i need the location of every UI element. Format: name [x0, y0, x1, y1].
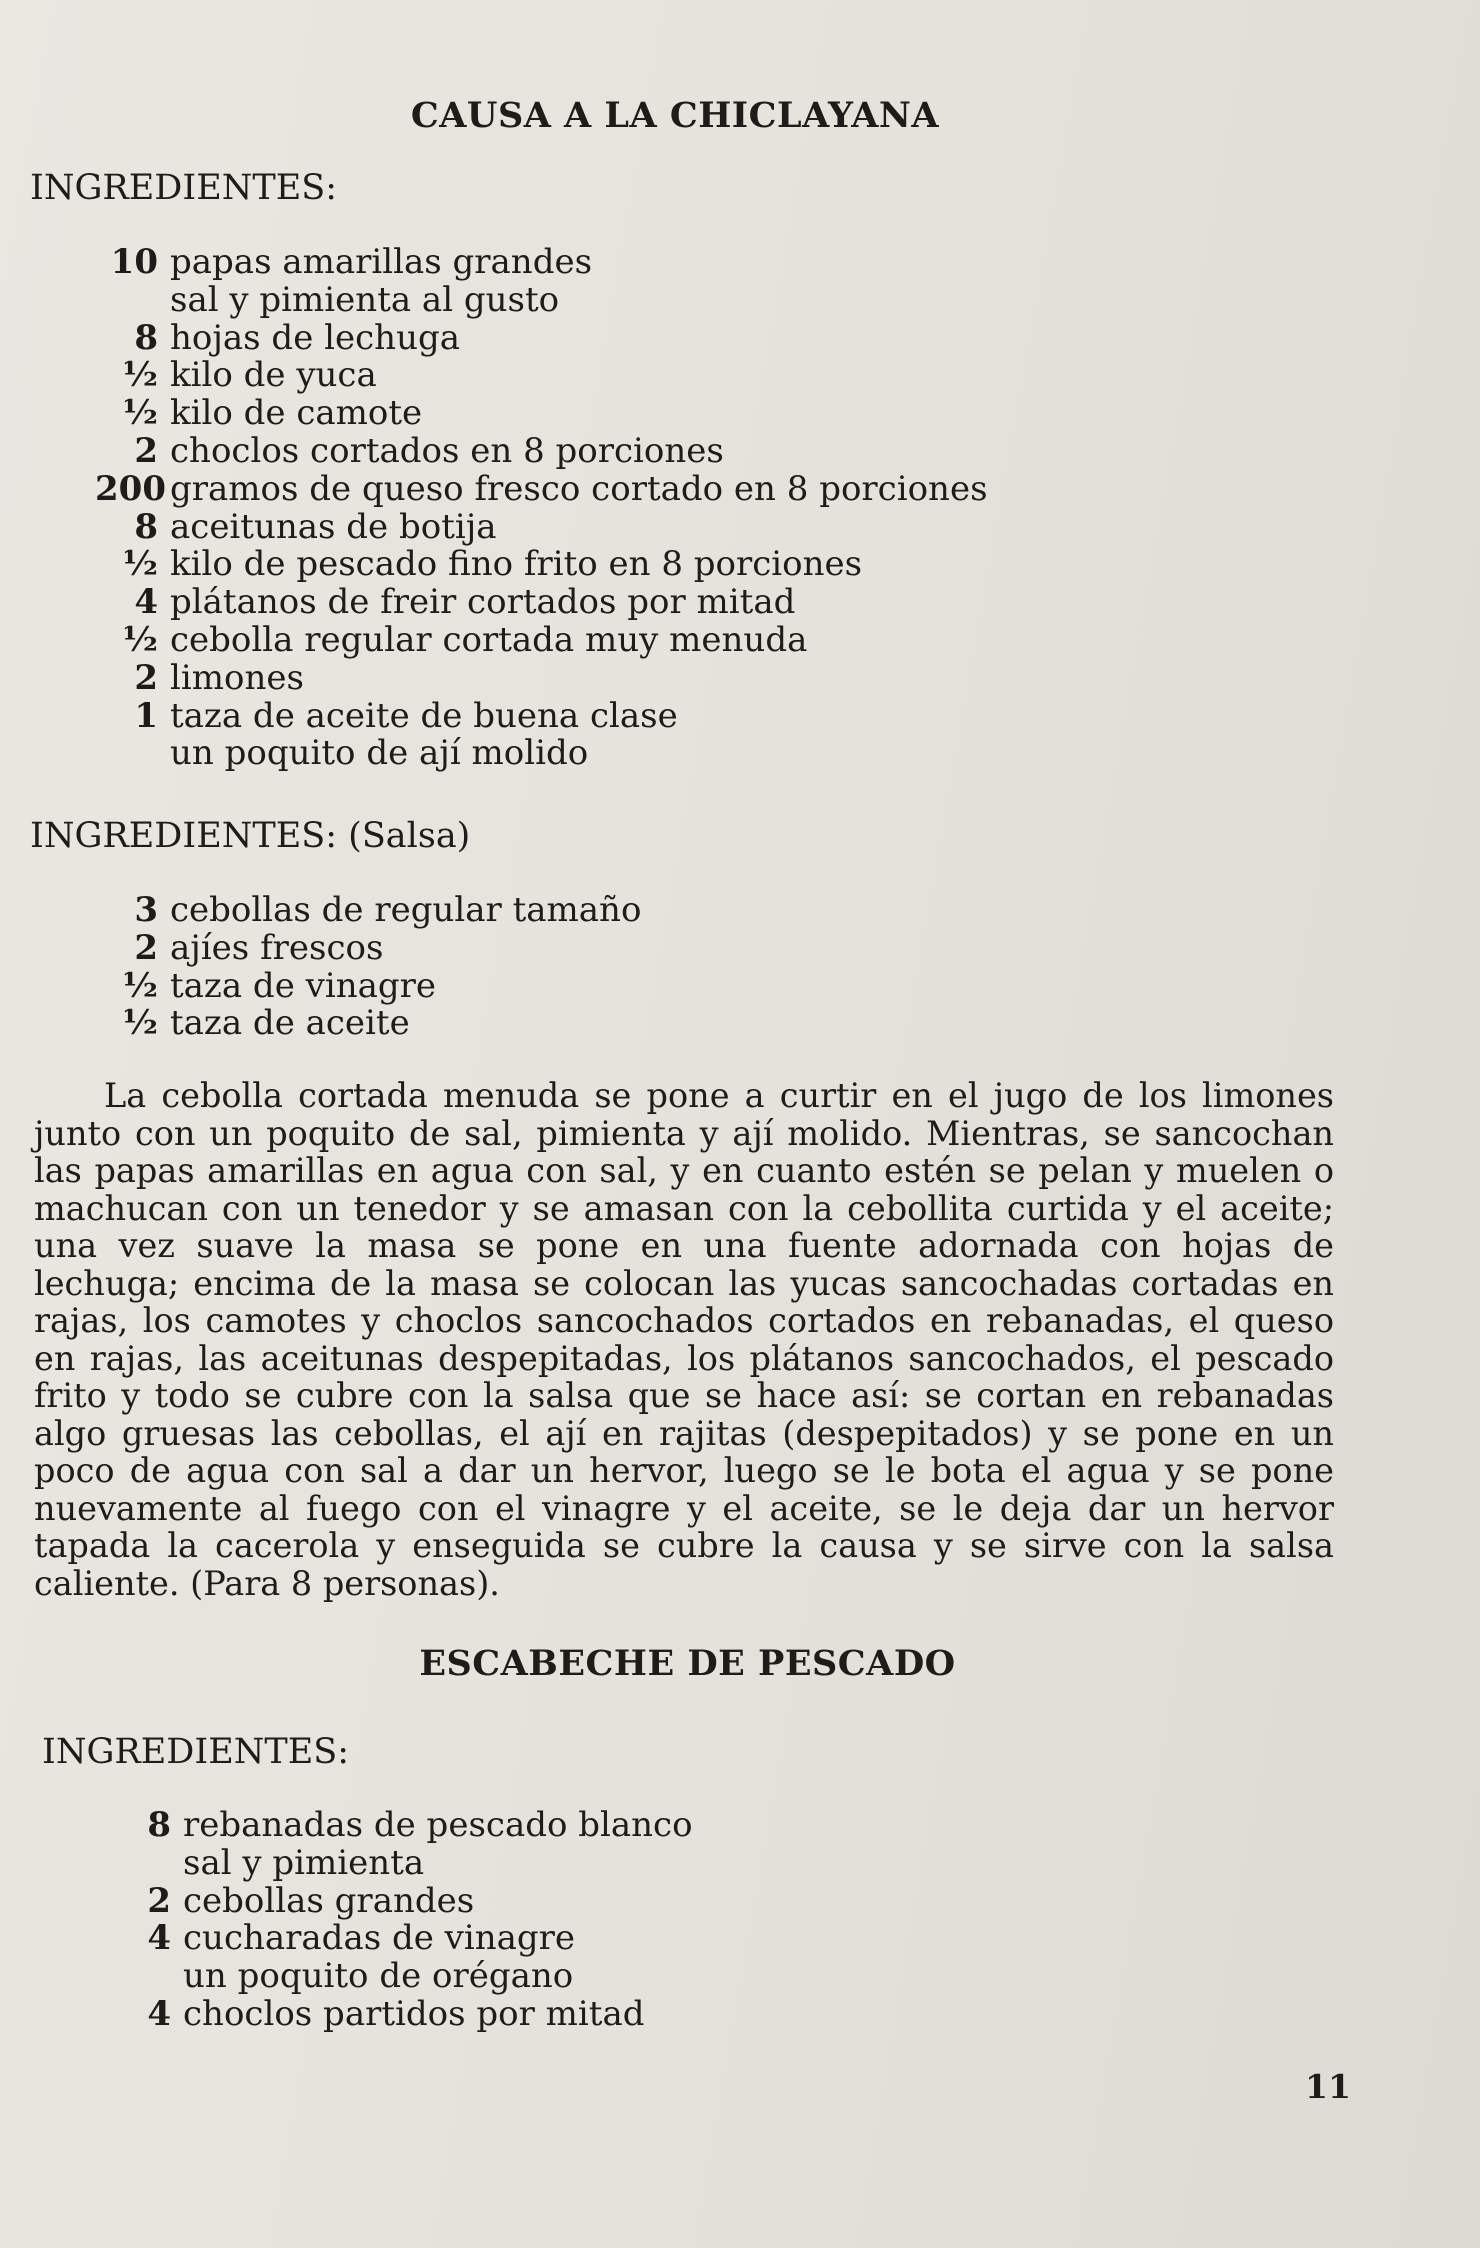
ingredient-text: hojas de lechuga [170, 317, 460, 358]
ingredient-quantity: 2 [134, 927, 158, 968]
ingredient-row [95, 695, 988, 736]
ingredient-quantity: ½ [122, 1003, 158, 1044]
ingredient-text: un poquito de ají molido [170, 733, 589, 774]
recipe-title: CAUSA A LA CHICLAYANA [410, 95, 940, 136]
sauce-ingredients-heading: INGREDIENTES: (Salsa) [30, 816, 471, 856]
ingredient-text: kilo de yuca [170, 355, 377, 396]
ingredient-text: gramos de queso fresco cortado en 8 porciones [170, 468, 988, 509]
ingredient-row [95, 927, 641, 968]
ingredient-quantity: 1 [134, 695, 158, 736]
ingredient-quantity: 200 [95, 468, 166, 509]
ingredient-row [95, 244, 988, 282]
ingredient-quantity: 4 [134, 582, 158, 623]
ingredient-row [95, 657, 988, 698]
ingredient-quantity: 2 [134, 657, 158, 698]
ingredient-text: sal y pimienta [183, 1842, 425, 1883]
ingredients-heading: INGREDIENTES: [30, 168, 338, 208]
ingredient-row [95, 619, 988, 660]
ingredient-row [95, 395, 988, 433]
sauce-ingredients-list [95, 892, 641, 1043]
ingredient-quantity [95, 282, 158, 320]
ingredient-row [130, 1958, 693, 1996]
ingredient-text: rebanadas de pescado blanco [183, 1805, 693, 1845]
instructions-paragraph: La cebolla cortada menuda se pone a curtir en el jugo de los limones junto con un poquito de sal, pimienta y ají molido. Mientras, se sancochan las papas amarillas en agua con sal, y en cuanto estén se pelan y muelen o machucan con un tenedor y se amasan con la cebollita curtida y el aceite; una vez suave la masa se pone en una fuente adornada con hojas de lechuga; encima de la masa se colocan las yucas sancochadas cortadas en rajas, los camotes y choclos sancochados cortados en rebanadas, el queso en rajas, las aceitunas despepitadas, los plátanos sancochados, el pescado frito y todo se cubre con la salsa que se hace así: se cortan en rebanadas algo gruesas las cebollas, el ají en rajitas (despepitados) y se pone en un poco de agua con sal a dar un hervor, luego se le bota el agua y se pone nuevamente al fuego con el vinagre y el aceite, se le deja dar un hervor tapada la cacerola y enseguida se cubre la causa y se sirve con la salsa caliente. (Para 8 personas). [34, 1076, 1334, 1603]
ingredient-row [130, 1842, 693, 1883]
ingredients-list-2 [130, 1807, 693, 2034]
ingredient-quantity: 2 [147, 1880, 171, 1921]
ingredient-quantity: ½ [122, 355, 158, 396]
ingredient-text: ajíes frescos [170, 927, 384, 968]
ingredients-heading-2: INGREDIENTES: [42, 1732, 350, 1772]
ingredient-quantity: 2 [134, 430, 158, 471]
ingredient-text: cucharadas de vinagre [183, 1918, 576, 1959]
ingredient-text: papas amarillas grandes [170, 242, 593, 282]
ingredient-quantity: 4 [147, 1918, 171, 1959]
ingredient-quantity: 3 [134, 890, 158, 930]
ingredient-quantity: 10 [110, 242, 158, 282]
ingredient-quantity: 8 [134, 506, 158, 547]
ingredient-text: kilo de pescado fino frito en 8 porciones [170, 544, 863, 585]
ingredient-text: kilo de camote [170, 393, 423, 434]
ingredient-row [130, 1993, 693, 2034]
ingredient-text: cebolla regular cortada muy menuda [170, 619, 808, 660]
ingredient-row [95, 965, 641, 1006]
ingredient-text: choclos cortados en 8 porciones [170, 430, 724, 471]
ingredient-row [95, 546, 988, 584]
ingredient-quantity [130, 1845, 171, 1883]
ingredient-quantity: 8 [134, 317, 158, 358]
ingredient-text: cebollas de regular tamaño [170, 890, 642, 930]
ingredient-text: un poquito de orégano [183, 1956, 574, 1997]
ingredient-text: cebollas grandes [183, 1880, 475, 1921]
ingredient-text: plátanos de freir cortados por mitad [170, 582, 796, 623]
ingredient-row [95, 317, 988, 358]
ingredient-quantity: ½ [122, 393, 158, 434]
ingredient-text: sal y pimienta al gusto [170, 279, 560, 320]
ingredient-row [95, 506, 988, 547]
recipe-title-2: ESCABECHE DE PESCADO [419, 1643, 956, 1684]
ingredient-row [95, 735, 988, 773]
ingredient-row [95, 468, 988, 509]
ingredient-text: limones [170, 657, 304, 698]
ingredient-row [95, 892, 641, 930]
ingredient-text: choclos partidos por mitad [183, 1993, 645, 2034]
ingredient-row [130, 1880, 693, 1921]
ingredient-text: taza de aceite [170, 1003, 410, 1044]
ingredient-quantity: ½ [122, 619, 158, 660]
ingredient-row [130, 1920, 693, 1958]
ingredient-quantity: 8 [147, 1805, 171, 1845]
ingredient-row [95, 1005, 641, 1043]
ingredient-quantity: ½ [122, 544, 158, 585]
page-number: 11 [1305, 2067, 1351, 2106]
ingredient-text: taza de aceite de buena clase [170, 695, 678, 736]
ingredient-quantity [130, 1958, 171, 1996]
ingredient-row [130, 1807, 693, 1845]
ingredient-quantity [95, 735, 158, 773]
ingredient-text: taza de vinagre [170, 965, 437, 1006]
ingredient-row [95, 279, 988, 320]
ingredient-quantity: 4 [147, 1993, 171, 2034]
ingredients-list [95, 244, 988, 773]
ingredient-row [95, 357, 988, 395]
ingredient-quantity: ½ [122, 965, 158, 1006]
ingredient-text: aceitunas de botija [170, 506, 497, 547]
ingredient-row [95, 584, 988, 622]
ingredient-row [95, 430, 988, 471]
